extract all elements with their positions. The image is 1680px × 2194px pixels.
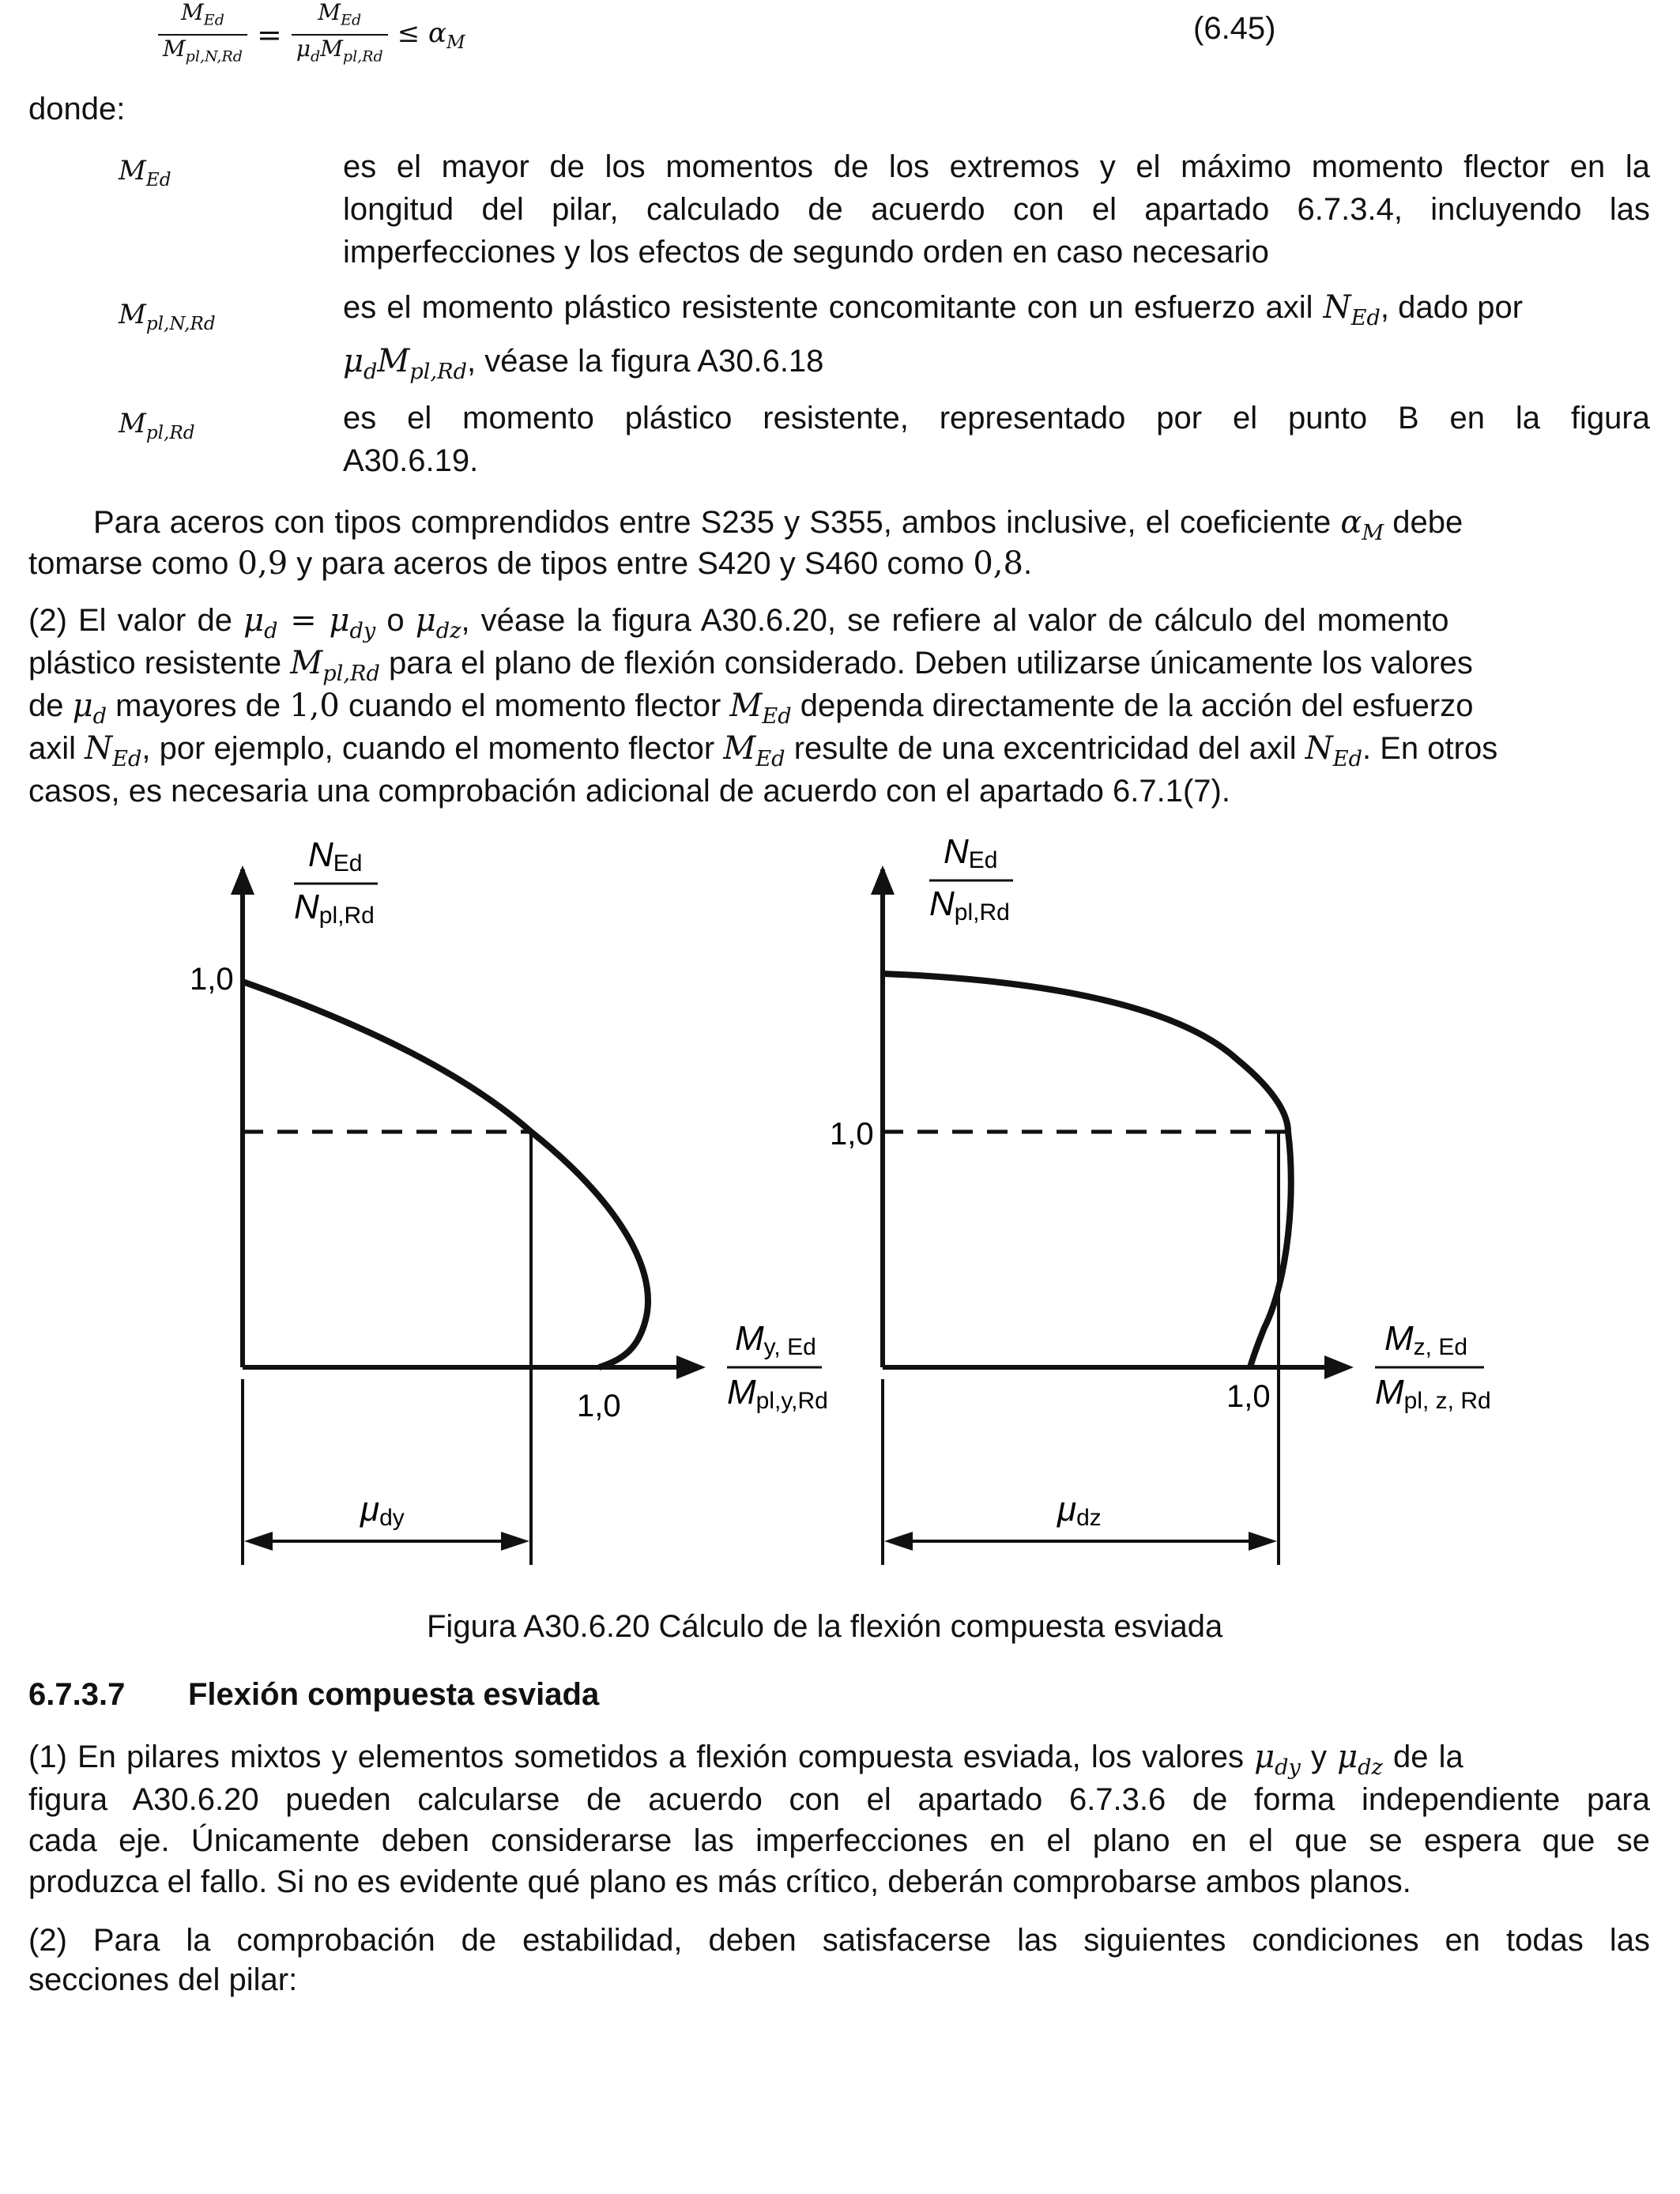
left-dim-arrow-left-icon (244, 1532, 273, 1551)
right-interaction-curve (883, 974, 1308, 1367)
para2-l2-b: para el plano de flexión considerado. Deben utilizarse únicamente los valores (379, 646, 1473, 680)
definition-symbol-m-pl-n-rd (119, 299, 216, 334)
def1-line2-mu-sub: d (363, 360, 378, 384)
right-dim-arrow-right-icon (1249, 1532, 1277, 1551)
eq-rhs-num: M (318, 0, 341, 26)
para2-l4-s2: M (723, 730, 756, 767)
para2-l4-s1-sub: Ed (112, 747, 142, 771)
left-diagram (190, 835, 828, 1565)
equation-6-45 (158, 0, 465, 71)
figure-caption: Figura A30.6.20 Cálculo de la flexión compuesta esviada (427, 1609, 1223, 1644)
def2-symbol-sub: pl,Rd (145, 422, 195, 443)
definition-symbol-m-pl-rd (119, 408, 195, 443)
figure-a30-6-20 (0, 822, 1680, 1596)
para2-l3-c: cuando el momento flector (339, 688, 730, 723)
equation-fraction-right (292, 0, 388, 70)
para2-l3-v: 1,0 (289, 688, 340, 724)
right-mu-label: μdz (1057, 1490, 1102, 1531)
def0-line: es el mayor de los momentos de los extremos y el máximo momento flector en la (343, 149, 1650, 184)
para2-l2-sub: pl,Rd (322, 662, 380, 686)
left-x-tick: 1,0 (577, 1389, 621, 1423)
def1-line2-mu: μ (343, 343, 363, 379)
def2-symbol: M (119, 408, 146, 439)
para2-mu2: μ (329, 602, 350, 639)
eq-lhs-num-sub: Ed (203, 12, 224, 29)
right-y-tick: 1,0 (830, 1117, 874, 1152)
left-mu-label: μdy (360, 1490, 405, 1531)
para3-l1-b: de la (1382, 1740, 1463, 1774)
def2-line: es el momento plástico resistente, representado por el punto B en la figura (343, 401, 1650, 435)
para3-line-3: cada eje. Únicamente deben considerarse las imperfecciones en el plano en el que se espera que se (28, 1823, 1650, 1858)
para2-l3-d: dependa directamente de la acción del esfuerzo (791, 688, 1474, 723)
para3-l1-a: (1) En pilares mixtos y elementos sometidos a flexión compuesta esviada, los valores (28, 1740, 1255, 1774)
para2-l3-mu: μ (72, 688, 93, 724)
para1-l2-v1: 0,9 (237, 545, 288, 582)
right-y-label-num: NEd (944, 832, 998, 873)
left-y-label-num: NEd (308, 835, 363, 876)
def0-line: imperfecciones y los efectos de segundo orden en caso necesario (343, 235, 1269, 270)
para4-line-1: (2) Para la comprobación de estabilidad, deben satisfacerse las siguientes condiciones en todas las (28, 1923, 1650, 1958)
equation-number: (6.45) (1193, 11, 1276, 46)
para1-l1-sub: M (1362, 521, 1384, 545)
def1-line1-a: es el momento plástico resistente concomitante con un esfuerzo axil (343, 290, 1324, 325)
def1-line1-b: , dado por (1380, 290, 1524, 325)
right-interaction-curve-path (883, 974, 1291, 1367)
eq-rhs-den: M (320, 36, 343, 62)
def0-symbol-sub: Ed (145, 169, 171, 190)
para2-mu1: μ (243, 602, 265, 639)
def1-line2-sub: pl,Rd (409, 360, 467, 384)
eq-rhs-den-mu: μ (296, 36, 311, 62)
eq-lhs-den: M (163, 36, 186, 62)
para2-eq: = (277, 602, 330, 639)
para2-l1-a: (2) El valor de (28, 603, 244, 638)
def1-line-1 (343, 286, 1650, 340)
eq-rhs-den-sub: pl,Rd (342, 47, 383, 66)
left-x-axis-arrow-icon (676, 1355, 706, 1379)
para1-l2-v2: 0,8 (973, 545, 1023, 582)
para3-mu1: μ (1254, 1739, 1275, 1775)
left-y-tick: 1,0 (190, 962, 234, 997)
para3-mu1-sub: dy (1275, 1755, 1301, 1780)
right-x-axis-arrow-icon (1324, 1355, 1354, 1379)
left-y-label-den: Npl,Rd (294, 888, 375, 929)
eq-equals: = (257, 17, 282, 52)
para1-l1-sym: α (1340, 504, 1362, 541)
para3-y: y (1300, 1740, 1338, 1774)
right-x-label-den: Mpl, z, Rd (1375, 1373, 1491, 1414)
para2-line-5: casos, es necesaria una comprobación adicional de acuerdo con el apartado 6.7.1(7). (28, 774, 1230, 809)
para2-mu3-sub: dz (435, 619, 461, 643)
para2-l4-a: axil (28, 731, 85, 766)
eq-leq-alpha: ≤ α (397, 17, 447, 49)
eq-rhs-num-sub: Ed (341, 12, 362, 29)
para2-l3-sym: M (729, 688, 763, 724)
para2-mu2-sub: dy (349, 619, 376, 643)
right-y-label-den: Npl,Rd (929, 884, 1010, 925)
definition-text-m-pl-rd (343, 397, 1650, 482)
para2-l2-a: plástico resistente (28, 646, 291, 680)
para2-l4-c: resulte de una excentricidad del axil (785, 731, 1305, 766)
eq-rhs-den-mu-sub: d (311, 47, 321, 66)
para4-line-2: secciones del pilar: (28, 1962, 298, 1997)
para3-line-2: figura A30.6.20 pueden calcularse de acuerdo con el apartado 6.7.3.6 de forma independiente para (28, 1782, 1650, 1817)
left-x-label-num: My, Ed (735, 1319, 816, 1360)
def0-line: longitud del pilar, calculado de acuerdo con el apartado 6.7.3.4, incluyendo las (343, 192, 1650, 227)
def1-line1-sym: N (1323, 289, 1351, 326)
para3-line-4: produzca el fallo. Si no es evidente qué plano es más crítico, deberán comprobarse ambos planos. (28, 1864, 1411, 1899)
para1-l1-b: debe (1384, 505, 1463, 540)
para2-l2-sym: M (290, 645, 323, 681)
para1-line-2 (28, 542, 1650, 585)
eq-lhs-den-sub: pl,N,Rd (185, 47, 243, 66)
para3-mu2: μ (1337, 1739, 1358, 1775)
left-dim-arrow-right-icon (501, 1532, 529, 1551)
para2-l4-s2-sub: Ed (755, 747, 785, 771)
right-y-axis-arrow-icon (871, 865, 895, 895)
right-x-tick: 1,0 (1226, 1379, 1271, 1414)
section-number: 6.7.3.7 (28, 1677, 126, 1712)
para2-l1-b: , véase la figura A30.6.20, se refiere al valor de cálculo del momento (461, 603, 1449, 638)
para2-l4-d: . En otros (1362, 731, 1498, 766)
def1-line1-sub: Ed (1350, 306, 1381, 330)
section-title: Flexión compuesta esviada (188, 1677, 600, 1712)
para2-l4-s3-sub: Ed (1332, 747, 1363, 771)
para2-l4-s3: N (1305, 730, 1333, 767)
para2-l3-a: de (28, 688, 73, 723)
para1-l2-c: . (1023, 546, 1033, 581)
def2-line: A30.6.19. (343, 443, 479, 478)
right-x-label-num: Mz, Ed (1384, 1319, 1468, 1360)
definition-text-m-pl-n-rd (343, 286, 1650, 394)
para2-l4-s1: N (85, 730, 113, 767)
definition-text-m-ed (343, 145, 1650, 273)
para2-mu1-sub: d (264, 619, 278, 643)
def1-line2-b: , véase la figura A30.6.18 (467, 344, 824, 379)
left-interaction-curve (243, 982, 648, 1367)
para2-l3-sub: Ed (762, 704, 792, 729)
definition-symbol-m-ed (119, 155, 171, 190)
def0-symbol: M (119, 155, 146, 187)
para3-mu2-sub: dz (1358, 1755, 1383, 1780)
equation-fraction-left (158, 0, 247, 70)
para2-mu3: μ (415, 602, 436, 639)
eq-lhs-num: M (181, 0, 204, 26)
left-y-axis-arrow-icon (231, 865, 254, 895)
def1-symbol-sub: pl,N,Rd (145, 313, 216, 334)
def1-line-2 (343, 340, 1650, 394)
para2-l3-b: mayores de (107, 688, 290, 723)
para1-l1-a: Para aceros con tipos comprendidos entre S235 y S355, ambos inclusive, el coeficiente (93, 505, 1341, 540)
para1-l2-b: y para aceros de tipos entre S420 y S460 como (288, 546, 974, 581)
right-diagram (830, 832, 1491, 1565)
para2-o: o (375, 603, 416, 638)
left-x-label-den: Mpl,y,Rd (727, 1373, 828, 1414)
donde-label: donde: (28, 92, 126, 126)
para1-l2-a: tomarse como (28, 546, 238, 581)
eq-leq-sub: M (446, 32, 465, 53)
right-dim-arrow-left-icon (884, 1532, 913, 1551)
para2-l3-mu-sub: d (92, 704, 107, 729)
def1-symbol: M (119, 299, 146, 330)
def1-line2-sym: M (377, 343, 410, 379)
para2-l4-b: , por ejemplo, cuando el momento flector (141, 731, 724, 766)
